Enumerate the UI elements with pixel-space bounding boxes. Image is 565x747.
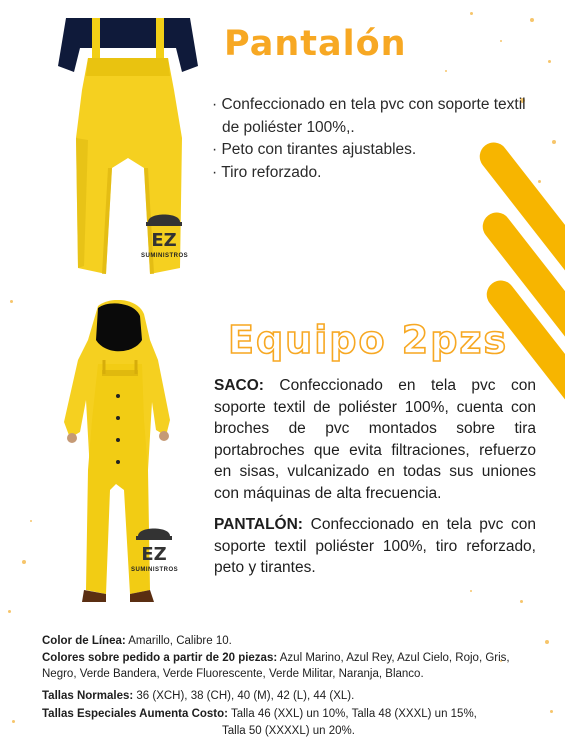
spec-value: Negro, Verde Bandera, Verde Fluorescente, Verde Militar, Naranja, Blanco. <box>42 668 424 680</box>
spec-label: Colores sobre pedido a partir de 20 piezas: <box>42 652 278 664</box>
brand-logo-text: SUMINISTROS <box>141 253 189 259</box>
brand-logo-text: SUMINISTROS <box>131 567 179 573</box>
equipo-title: Equipo 2pzs <box>228 318 509 362</box>
pantalon-title: Pantalón <box>224 24 407 64</box>
brand-logo-letters: EZ <box>141 544 167 564</box>
pantalon-label: PANTALÓN: <box>214 516 303 533</box>
spec-value: Azul Marino, Azul Rey, Azul Cielo, Rojo, Gris, <box>277 652 510 664</box>
spec-label: Tallas Especiales Aumenta Costo: <box>42 708 228 720</box>
brand-logo <box>141 206 187 259</box>
spec-special-sizes-continued <box>222 724 355 739</box>
feature-item: · Peto con tirantes ajustables. <box>212 141 417 158</box>
spec-order-colors <box>42 651 510 666</box>
spec-value: Amarillo, Calibre 10. <box>125 635 232 647</box>
spec-value: Talla 50 (XXXXL) un 20%. <box>222 725 355 737</box>
brand-logo <box>131 520 177 573</box>
spec-value: Talla 46 (XXL) un 10%, Talla 48 (XXXL) un 15%, <box>227 708 477 720</box>
spec-order-colors-continued <box>42 667 424 682</box>
pantalon-features <box>212 94 542 184</box>
brand-logo-letters: EZ <box>151 230 177 250</box>
feature-item: · Tiro reforzado. <box>212 163 322 181</box>
feature-item: · Confeccionado en tela pvc con soporte textil de poliéster 100%,. <box>212 96 526 136</box>
saco-label: SACO: <box>214 377 264 394</box>
pantalon-text: Confeccionado en tela pvc con soporte textil poliéster 100%, tiro reforzado, peto y tirantes. <box>214 516 536 576</box>
spec-special-sizes <box>42 707 477 722</box>
brand-logo-mark <box>132 520 176 564</box>
spec-normal-sizes <box>42 689 354 704</box>
spec-line-color <box>42 634 232 649</box>
spec-label: Color de Línea: <box>42 635 126 647</box>
saco-text: Confeccionado en tela pvc con soporte textil de poliéster 100%, cuenta con broches de pvc montados sobre tira portabroches que evita filtraciones, refuerzo en sisas, vulcanizado en todas sus uniones con máquinas de alta frecuencia. <box>214 377 536 502</box>
spec-label: Tallas Normales: <box>42 690 134 702</box>
pantalon-description <box>214 514 536 579</box>
brand-logo-mark <box>142 206 186 250</box>
spec-value: 36 (XCH), 38 (CH), 40 (M), 42 (L), 44 (XL). <box>133 690 355 702</box>
saco-description <box>214 375 536 504</box>
